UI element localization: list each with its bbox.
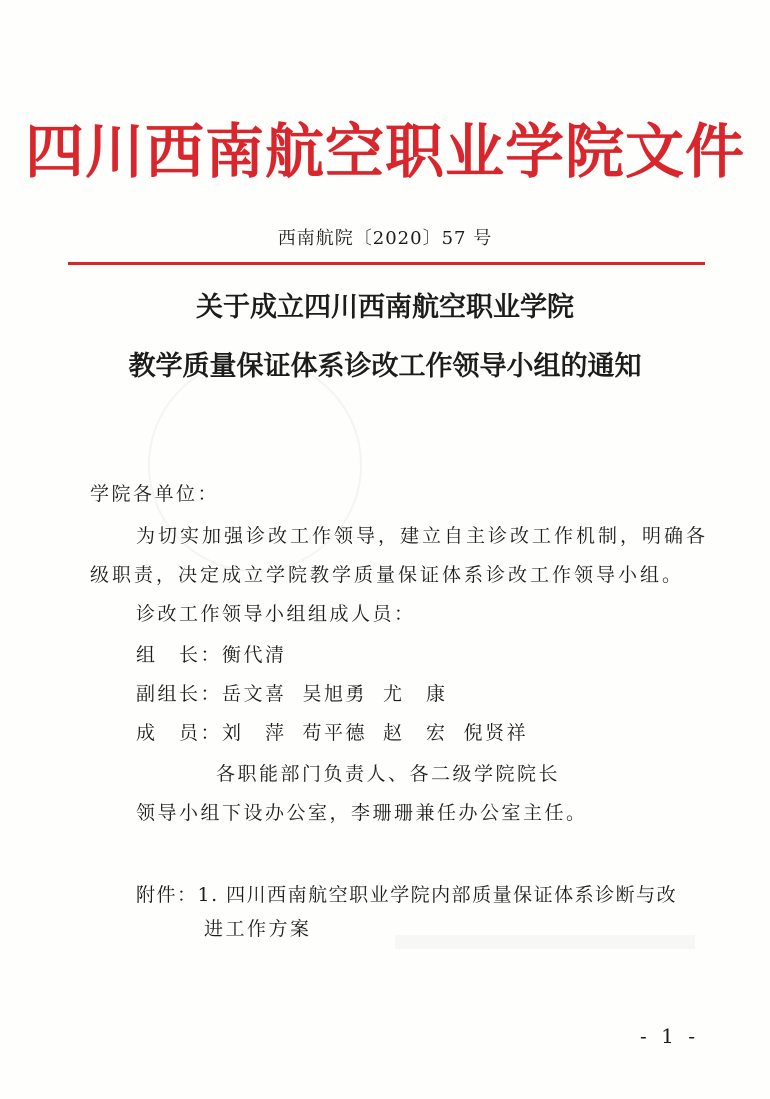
document-header-title: 四川西南航空职业学院文件 (24, 117, 745, 186)
page-number: - 1 - (640, 1024, 699, 1048)
deputy-label: 副组长： (136, 683, 223, 705)
salutation: 学院各单位： (90, 483, 220, 505)
leader-label: 组 长： (136, 644, 223, 666)
deputy-name: 尤 康 (383, 683, 448, 705)
office-line: 领导小组下设办公室，李珊珊兼任办公室主任。 (136, 802, 588, 824)
deputy-row (136, 680, 464, 708)
notice-title-line-1: 关于成立四川西南航空职业学院 (196, 292, 574, 323)
deputy-name: 岳文喜 (222, 683, 287, 705)
members-row (136, 719, 544, 747)
leader-name: 衡代清 (222, 644, 287, 666)
attachment-line-2: 进工作方案 (204, 918, 312, 940)
paragraph-line-1: 为切实加强诊改工作领导，建立自主诊改工作机制，明确各 (136, 525, 709, 547)
member-name: 倪贤祥 (463, 722, 529, 744)
members-extra: 各职能部门负责人、各二级学院院长 (216, 763, 561, 785)
member-name: 苟平德 (302, 722, 368, 744)
attachment-line-1: 附件：1. 四川西南航空职业学院内部质量保证体系诊断与改 (136, 884, 678, 906)
leader-row (136, 641, 303, 669)
member-name: 刘 萍 (222, 722, 287, 744)
faint-bleed-through (395, 935, 695, 949)
members-intro: 诊改工作领导小组组成人员： (136, 603, 416, 625)
member-name: 赵 宏 (383, 722, 448, 744)
notice-title-line-2: 教学质量保证体系诊改工作领导小组的通知 (128, 351, 642, 382)
deputy-name: 吴旭勇 (302, 683, 368, 705)
document-number: 西南航院〔2020〕57 号 (277, 228, 493, 249)
members-label: 成 员： (136, 722, 223, 744)
paragraph-line-2: 级职责，决定成立学院教学质量保证体系诊改工作领导小组。 (90, 564, 685, 586)
red-divider-line (68, 262, 705, 265)
